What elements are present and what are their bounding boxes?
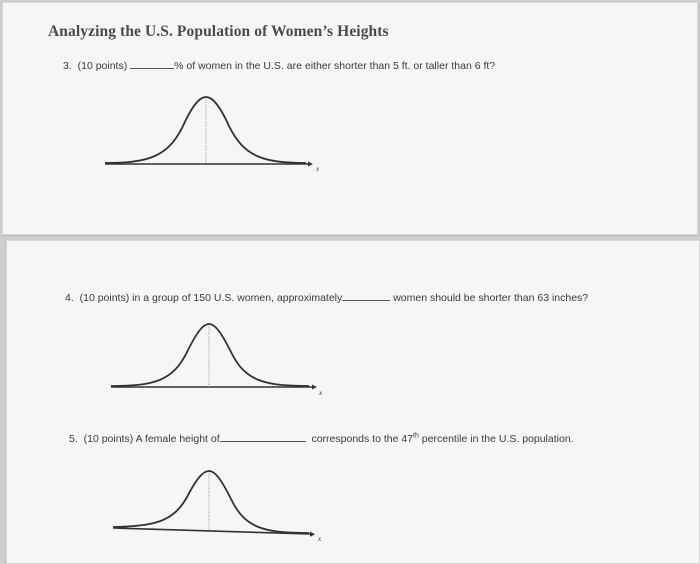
x-axis-label: x [316, 165, 320, 173]
question-4-points: (10 points) [79, 292, 130, 304]
x-axis-arrow [312, 385, 317, 390]
question-3-number: 3. [63, 60, 72, 72]
x-axis-arrow [310, 532, 315, 537]
worksheet-page-1 [2, 2, 698, 235]
question-5-text-b: corresponds to the 47 [311, 433, 414, 445]
page-title: Analyzing the U.S. Population of Women’s Heights [48, 23, 389, 40]
bell-curve [105, 97, 306, 163]
bell-curve [111, 324, 309, 386]
answer-blank-5[interactable] [220, 431, 306, 442]
answer-blank-3[interactable] [130, 58, 174, 69]
x-axis-label: x [319, 389, 323, 397]
question-3-points: (10 points) [77, 60, 128, 72]
answer-blank-4[interactable] [342, 290, 390, 301]
normal-curve-diagram-5 [111, 467, 331, 552]
question-4-text-b: women should be shorter than 63 inches? [393, 292, 589, 304]
question-5 [69, 431, 574, 445]
x-axis-label: x [318, 535, 322, 543]
normal-curve-diagram-4 [109, 321, 329, 406]
question-5-points: (10 points) [83, 433, 134, 445]
ordinal-suffix: th [413, 432, 419, 440]
bell-curve [113, 471, 309, 533]
question-4-number: 4. [65, 292, 74, 304]
worksheet-page-2 [6, 240, 700, 564]
question-5-text-a: A female height of [135, 433, 220, 445]
question-3-text: % of women in the U.S. are either shorter than 5 ft. or taller than 6 ft? [174, 60, 496, 72]
question-3 [63, 58, 495, 72]
question-4 [65, 290, 588, 304]
x-axis-arrow [308, 162, 313, 167]
question-5-text-c: percentile in the U.S. population. [418, 433, 574, 445]
normal-curve-diagram-3 [103, 91, 323, 176]
question-4-text-a: in a group of 150 U.S. women, approximately [132, 292, 343, 304]
question-5-number: 5. [69, 433, 78, 445]
